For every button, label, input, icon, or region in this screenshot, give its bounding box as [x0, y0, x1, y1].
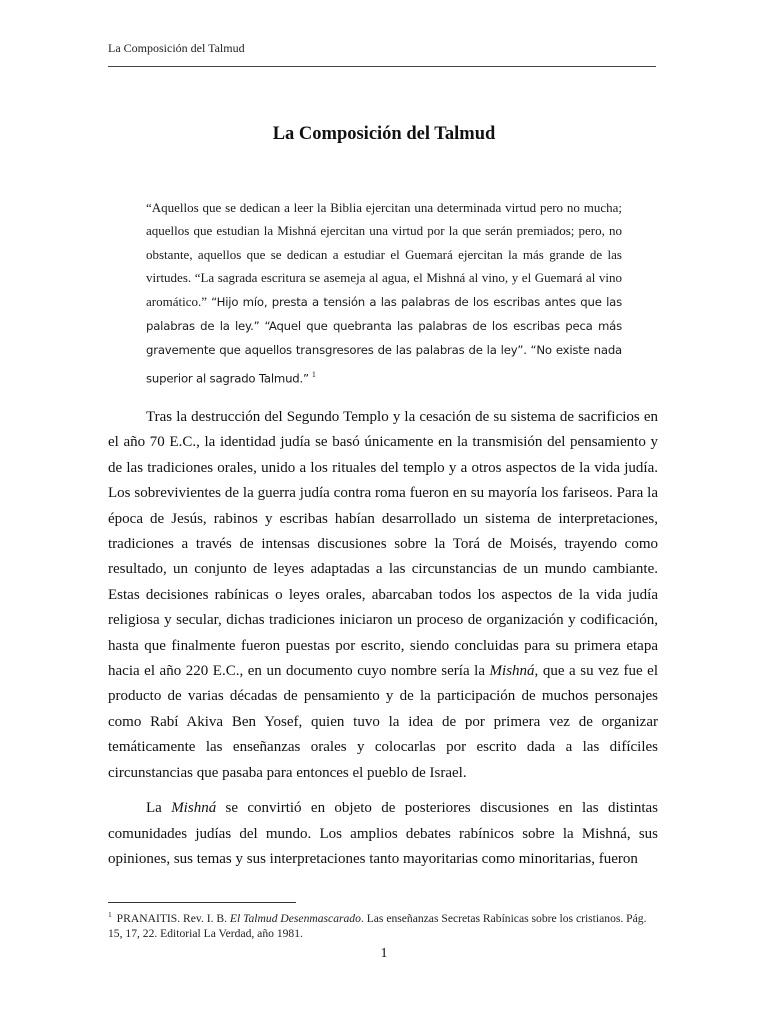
epigraph-quote-1: “Aquellos que se dedican a leer la Biblia ejercitan una determinada virtud pero no mucha; aquellos que estudian la Mishná ejercitan una virtud por la que serán premiados; pero, no obstante, aquellos que se dedican a estudiar el Guemará ejercitan la más grande de las virtudes. “La sagrada escritura se asemeja al agua, el Mishná al vino, y el Guemará al vino aromático.” — [146, 200, 622, 309]
page-title: La Composición del Talmud — [272, 124, 496, 144]
header-rule — [108, 66, 656, 67]
paragraph-1 — [108, 405, 658, 786]
page-number: 1 — [380, 946, 388, 961]
footnote-author: PRANAITIS. Rev. I. B. — [116, 911, 228, 925]
paragraph-2-text: se convirtió en objeto de posteriores discusiones en las distintas comunidades judías del mundo. Los amplios debates rabínicos sobre la Mishná, sus opiniones, sus temas y sus interpretaciones tanto mayoritarias como minoritarias, fueron — [108, 800, 659, 867]
running-header: La Composición del Talmud — [108, 41, 245, 55]
epigraph-quote-3: “Aquel que quebranta las palabras de los escribas peca más gravemente que aquellos transgresores de las palabras de la ley”. — [146, 319, 622, 358]
footnote-rest: . Las enseñanzas Secretas Rabínicas sobre los cristianos. Pág. 15, 17, 22. Editorial La Verdad, año 1981. — [108, 911, 647, 940]
mishna-term: Mishná — [171, 800, 217, 817]
paragraph-2-start: La — [146, 800, 162, 817]
paragraph-2 — [108, 796, 658, 872]
epigraph-quote-2: “Hijo mío, presta a tensión a las palabras de los escribas antes que las palabras de la ley.” — [146, 294, 622, 334]
footnote-reference[interactable]: 1 — [311, 369, 316, 379]
paragraph-1-text: Tras la destrucción del Segundo Templo y la cesación de su sistema de sacrificios en el año 70 E.C., la identidad judía se basó únicamente en la transmisión del pensamiento y de las tradiciones orales, unido a los rituales del templo y a otros aspectos de la vida judía. Los sobrevivientes de la guerra judía contra roma fueron en su mayoría los fariseos. Para la época de Jesús, rabinos y escribas habían desarrollado un sistema de interpretaciones, tradiciones a través de intensas discusiones sobre la Torá de Moisés, trayendo como resultado, un conjunto de leyes adaptadas a las circunstancias de un mundo cambiante. Estas decisiones rabínicas o leyes orales, abarcaban todos los aspectos de la vida judía religiosa y secular, dichas tradiciones iniciaron un proceso de organización y codificación, hasta que finalmente fueron puestas por escrito, siendo concluidas para su primera etapa hacia el año 220 E.C., en un documento cuyo nombre sería la — [108, 409, 658, 680]
body-text — [108, 405, 658, 872]
epigraph-quote-4: “No existe nada superior al sagrado Talmud.” — [146, 343, 623, 386]
footnote-number: 1 — [108, 910, 112, 919]
footnote-rule — [108, 902, 296, 903]
footnote — [108, 907, 656, 941]
footnote-book-title: El Talmud Desenmascarado — [229, 911, 361, 925]
epigraph-text — [146, 196, 622, 391]
paragraph-1-end: , que a su vez fue el producto de varias décadas de pensamiento y de la participación de muchos personajes como Rabí Akiva Ben Yosef, quien tuvo la idea de por primera vez de organizar temáticamente las enseñanzas orales y colocarlas por escrito dada a las difíciles circunstancias que pasaba para entonces el pueblo de Israel. — [108, 663, 659, 781]
epigraph — [146, 196, 622, 391]
mishna-term: Mishná — [489, 663, 535, 680]
